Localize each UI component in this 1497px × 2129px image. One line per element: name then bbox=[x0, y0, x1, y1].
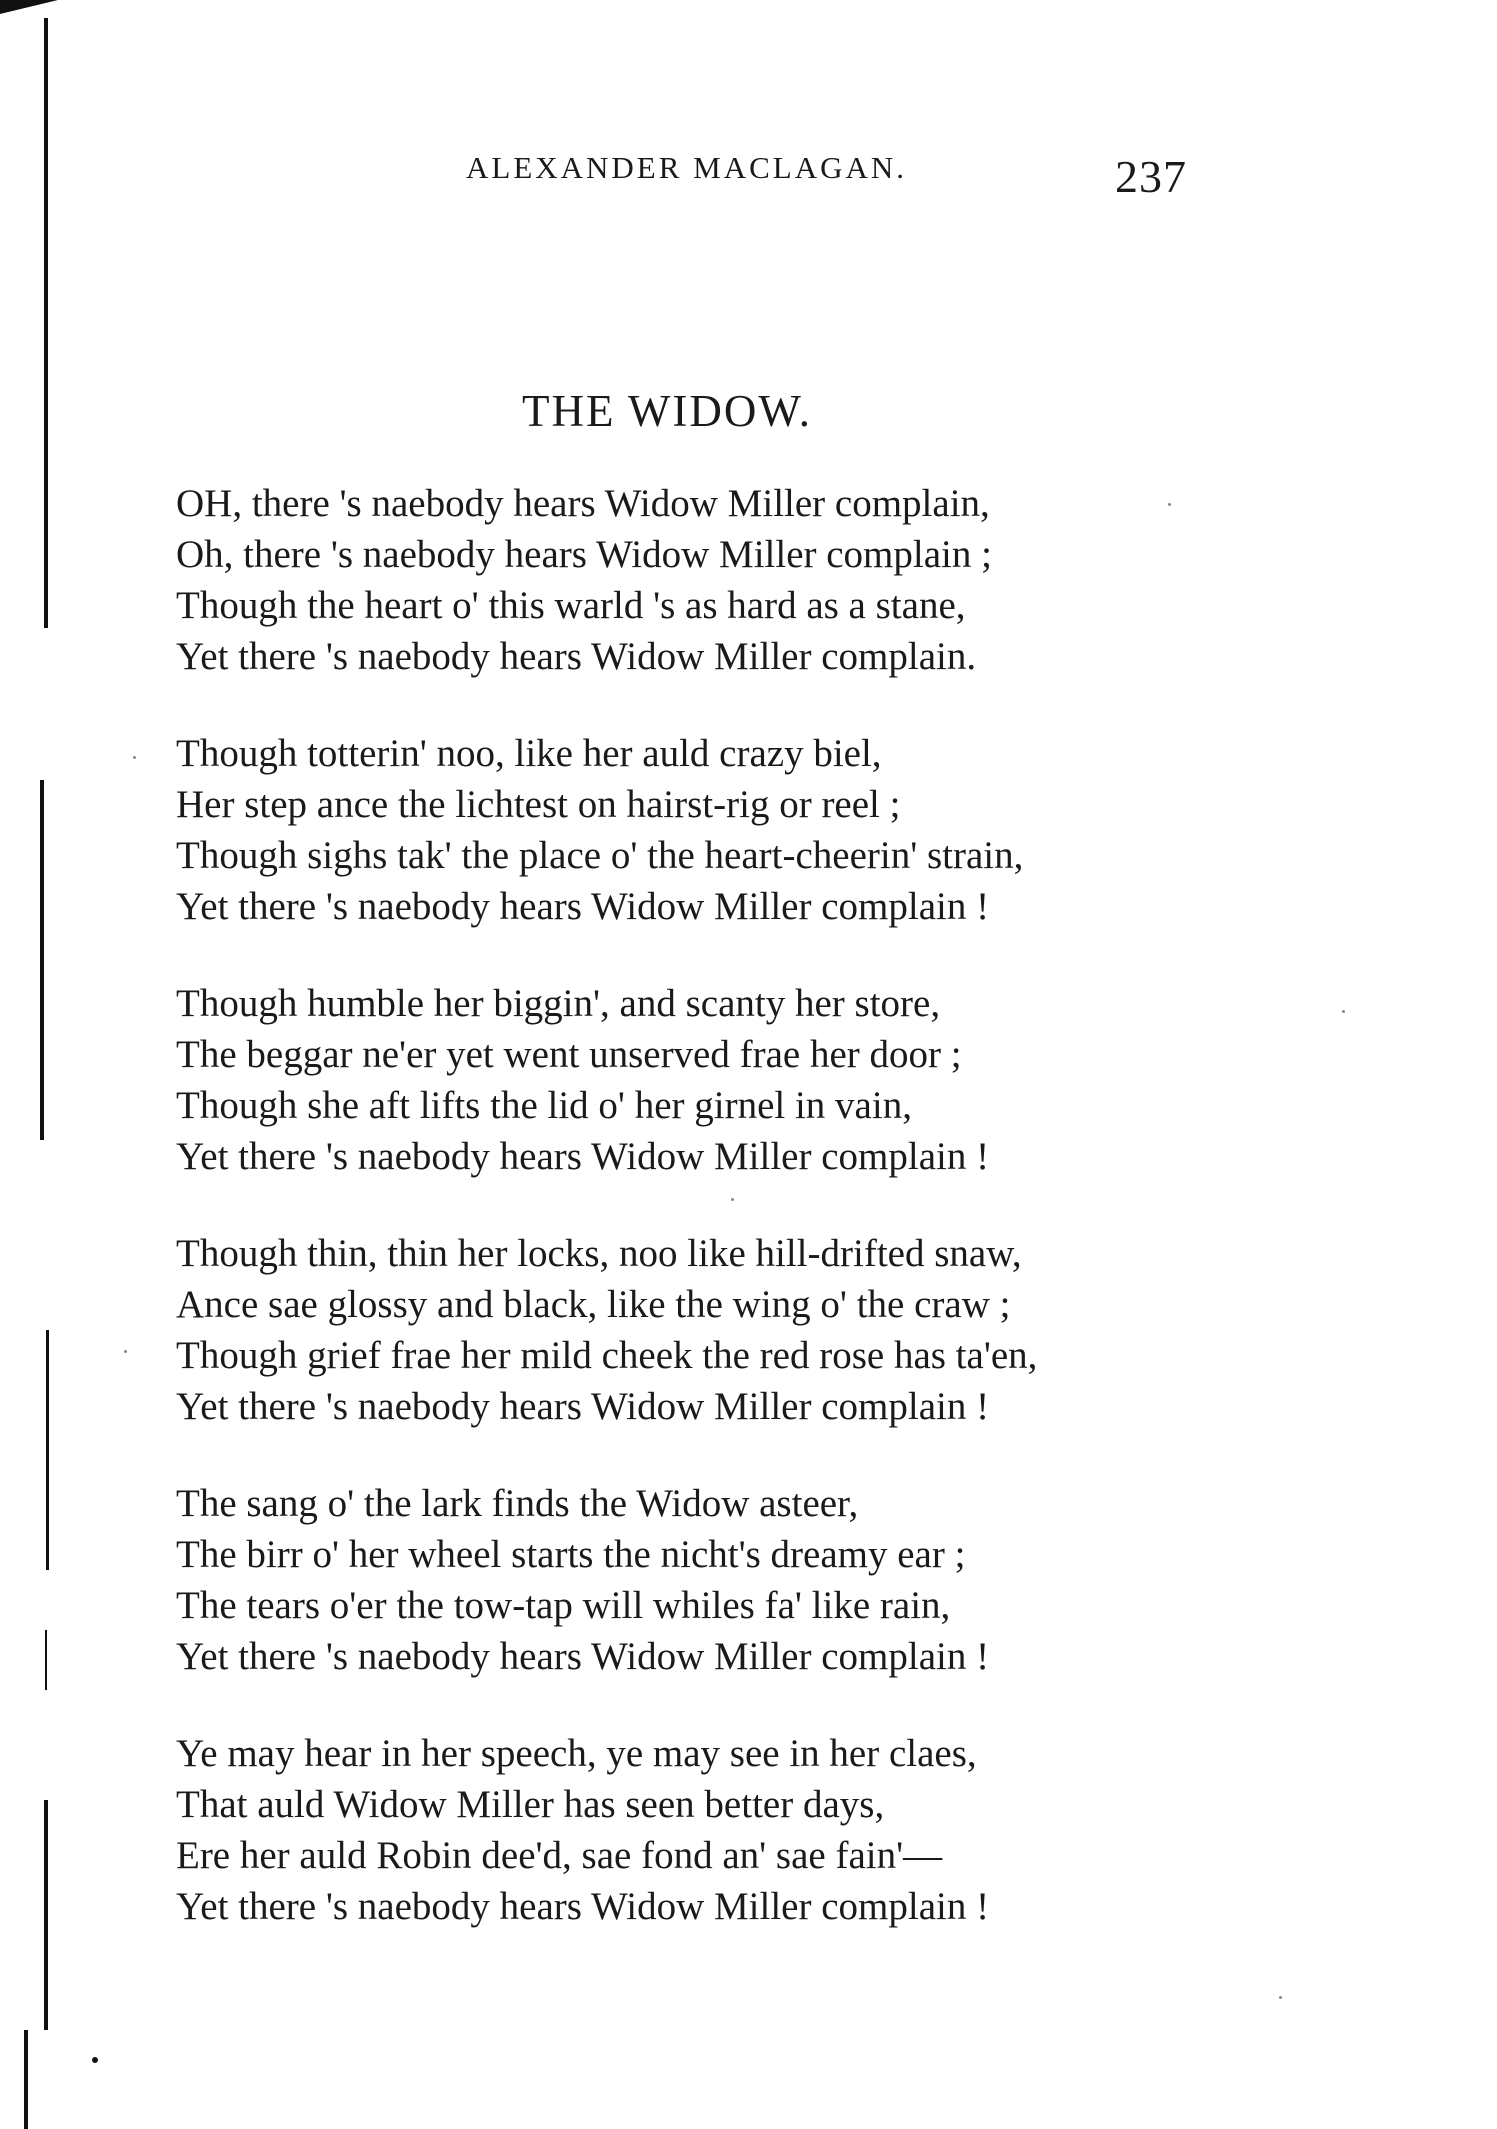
poem-title: THE WIDOW. bbox=[522, 386, 812, 436]
poem-line: Though humble her biggin', and scanty her store, bbox=[176, 982, 941, 1025]
stanza bbox=[176, 728, 1296, 932]
binding-edge-mark bbox=[46, 1330, 49, 1570]
poem-line: Yet there 's naebody hears Widow Miller complain ! bbox=[176, 1885, 990, 1928]
poem-line: Though she aft lifts the lid o' her girnel in vain, bbox=[176, 1084, 912, 1127]
page-number: 237 bbox=[1115, 151, 1187, 202]
running-head: ALEXANDER MACLAGAN. bbox=[466, 150, 908, 185]
binding-edge-mark bbox=[40, 780, 44, 1140]
poem-line: Yet there 's naebody hears Widow Miller complain ! bbox=[176, 1635, 990, 1678]
stanza bbox=[176, 478, 1296, 682]
poem-line: The tears o'er the tow-tap will whiles fa' like rain, bbox=[176, 1584, 951, 1627]
poem-line: Though totterin' noo, like her auld crazy biel, bbox=[176, 732, 882, 775]
stanza bbox=[176, 1228, 1296, 1432]
speck bbox=[133, 756, 136, 759]
speck bbox=[124, 1350, 127, 1353]
poem-line: Yet there 's naebody hears Widow Miller complain. bbox=[176, 635, 977, 678]
poem-line: Oh, there 's naebody hears Widow Miller complain ; bbox=[176, 533, 992, 576]
binding-edge-mark bbox=[24, 2030, 28, 2129]
scan-corner-mark bbox=[0, 0, 58, 14]
poem-line: Though thin, thin her locks, noo like hill-drifted snaw, bbox=[176, 1232, 1022, 1275]
poem-line: The beggar ne'er yet went unserved frae her door ; bbox=[176, 1033, 962, 1076]
poem-line: Though grief frae her mild cheek the red rose has ta'en, bbox=[176, 1334, 1038, 1377]
speck bbox=[92, 2057, 98, 2063]
poem-line: Ance sae glossy and black, like the wing o' the craw ; bbox=[176, 1283, 1011, 1326]
poem-line: Yet there 's naebody hears Widow Miller complain ! bbox=[176, 1135, 990, 1178]
poem-line: Ere her auld Robin dee'd, sae fond an' sae fain'— bbox=[176, 1834, 943, 1877]
poem-line: Ye may hear in her speech, ye may see in her claes, bbox=[176, 1732, 977, 1775]
poem-body bbox=[176, 478, 1296, 1978]
stanza bbox=[176, 1478, 1296, 1682]
poem-line: OH, there 's naebody hears Widow Miller complain, bbox=[176, 482, 990, 525]
poem-line: Yet there 's naebody hears Widow Miller complain ! bbox=[176, 885, 990, 928]
binding-edge-mark bbox=[44, 18, 48, 628]
poem-line: That auld Widow Miller has seen better days, bbox=[176, 1783, 885, 1826]
binding-edge-mark bbox=[44, 1800, 48, 2030]
poem-line: The birr o' her wheel starts the nicht's dreamy ear ; bbox=[176, 1533, 966, 1576]
speck bbox=[1342, 1010, 1345, 1013]
speck bbox=[1279, 1996, 1282, 1999]
stanza bbox=[176, 978, 1296, 1182]
stanza bbox=[176, 1728, 1296, 1932]
poem-line: Though the heart o' this warld 's as hard as a stane, bbox=[176, 584, 966, 627]
poem-line: Yet there 's naebody hears Widow Miller complain ! bbox=[176, 1385, 990, 1428]
poem-line: Though sighs tak' the place o' the heart-cheerin' strain, bbox=[176, 834, 1024, 877]
poem-line: The sang o' the lark finds the Widow asteer, bbox=[176, 1482, 859, 1525]
poem-line: Her step ance the lichtest on hairst-rig or reel ; bbox=[176, 783, 901, 826]
binding-edge-mark bbox=[45, 1630, 47, 1690]
